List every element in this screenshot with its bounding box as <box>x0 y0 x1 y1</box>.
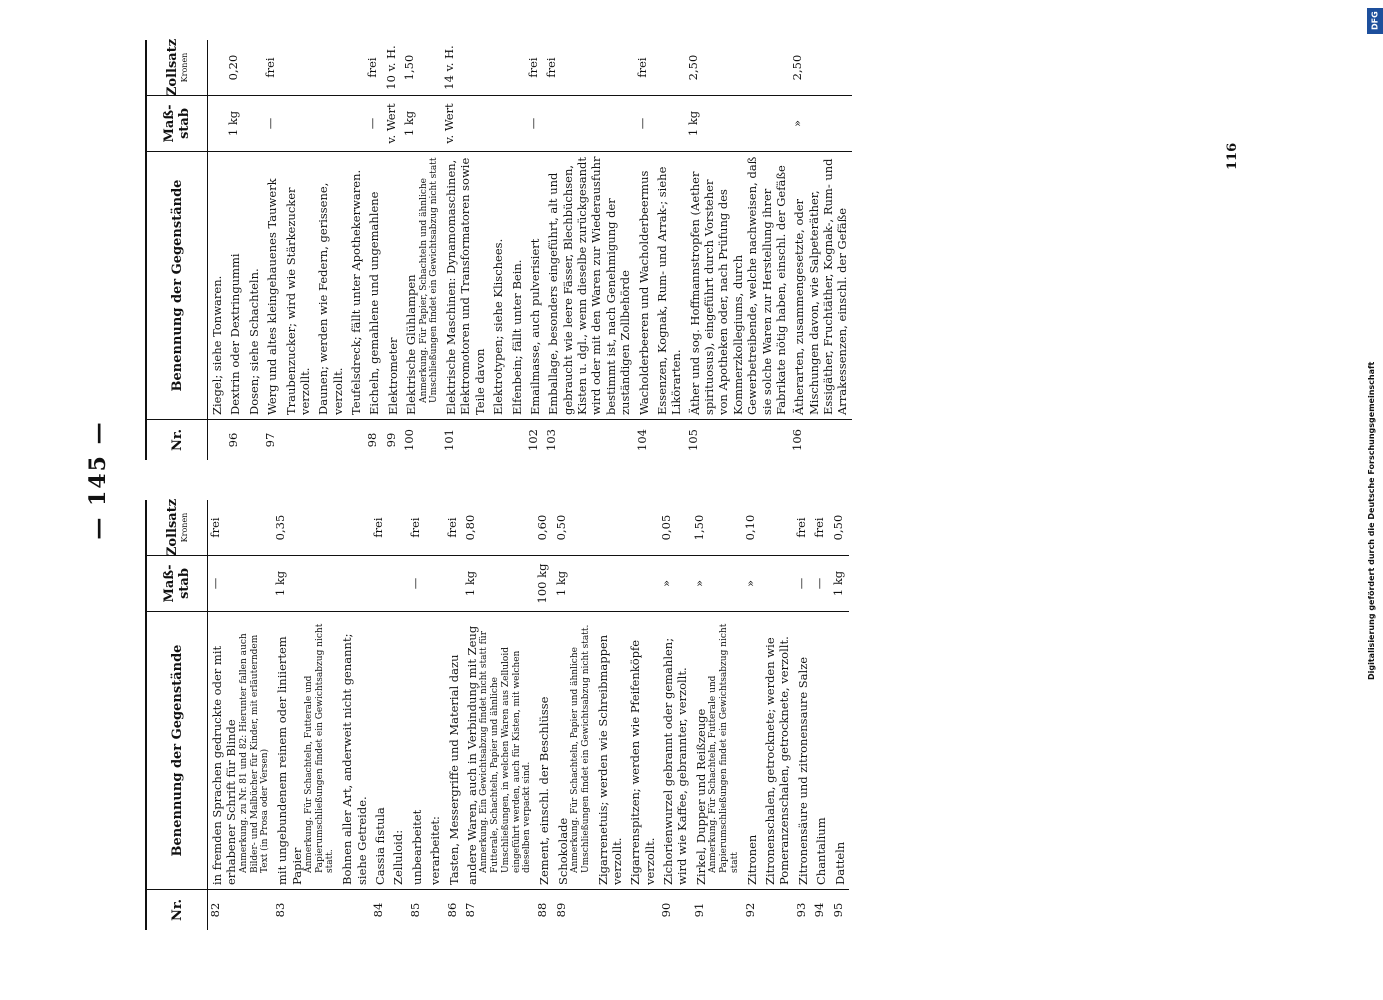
row-note: Anmerkung. zu Nr. 81 und 82: Hierunter fallen auch Bilder- und Malbücher für Kinder, mit erläuterndem Text (in Prosa oder Versen) <box>238 633 271 873</box>
table-row <box>761 500 794 930</box>
row-number: 95 <box>830 902 845 918</box>
header-zoll: Zollsatz Kronen <box>165 498 189 557</box>
header-name: Benennung der Gegenstände <box>147 611 207 889</box>
table-row <box>338 500 371 930</box>
row-name: Zement, einschl. der Beschlüsse <box>535 611 553 890</box>
row-number: 96 <box>226 432 241 448</box>
header-name: Benennung der Gegenstände <box>147 151 207 419</box>
table-row <box>508 40 526 460</box>
row-name: Schokolade Anmerkung. Für Schachteln, Papier und ähnliche Umschließungen findet ein Gewichtsabzug nicht statt. <box>554 611 594 890</box>
row-name: Elektrometer <box>384 151 402 420</box>
row-name: Emailmasse, auch pulverisiert <box>526 151 544 420</box>
row-name: Zirkel, Dupper und Reißzeuge Anmerkung. Für Schachteln, Futterale und Papierumschließungen findet ein Gewichtsabzug nicht statt <box>692 611 743 890</box>
row-zoll: 0,60 <box>535 514 550 541</box>
left-table-body <box>208 500 849 930</box>
row-number <box>208 420 226 460</box>
row-number: 92 <box>742 902 757 918</box>
table-row <box>408 500 426 930</box>
row-mass: » <box>743 555 761 611</box>
row-zoll: 2,50 <box>790 54 805 81</box>
row-zoll: 0,05 <box>659 514 674 541</box>
row-name: Daunen; werden wie Federn, gerissene, verzollt. <box>314 151 347 420</box>
row-zoll: 0,10 <box>742 514 757 541</box>
row-mass: — <box>408 555 426 611</box>
row-number <box>426 890 444 930</box>
row-mass: 1 kg <box>463 555 535 611</box>
row-note: Anmerkung. Für Schachteln, Futterale und Papierumschließungen findet ein Gewichtsabzug nicht statt <box>708 623 740 873</box>
row-number: 87 <box>462 902 477 918</box>
table-row <box>389 500 407 930</box>
row-zoll: 1,50 <box>402 54 417 81</box>
row-number <box>508 420 526 460</box>
table-row <box>226 40 244 460</box>
row-zoll: frei <box>793 517 808 538</box>
row-mass: 1 kg <box>554 555 594 611</box>
table-row <box>686 40 791 460</box>
page-number: — 145 — <box>85 420 111 540</box>
row-name: Chantalium <box>812 611 830 890</box>
left-table-header <box>145 500 208 930</box>
table-row <box>626 500 659 930</box>
table-row <box>659 500 692 930</box>
row-note: Anmerkung. Für Papier, Schachteln und ähnliche Umschließungen findet ein Gewichtsabzug nicht statt <box>418 157 440 403</box>
row-number <box>347 420 365 460</box>
row-mass: 1 kg <box>686 95 791 151</box>
row-name: Tasten, Messergriffe und Material dazu <box>445 611 463 890</box>
row-zoll <box>389 500 407 555</box>
row-mass <box>594 555 627 611</box>
row-name: Zitronen <box>743 611 761 890</box>
table-row <box>635 40 653 460</box>
row-zoll <box>508 40 526 95</box>
row-name: Datteln <box>831 611 849 890</box>
row-zoll <box>347 40 365 95</box>
row-mass <box>208 95 226 151</box>
row-mass <box>508 95 526 151</box>
row-mass: — <box>635 95 653 151</box>
row-name: in fremden Sprachen gedruckte oder mit erhabener Schrift für Blinde Anmerkung. zu Nr. 81 und 82: Hierunter fallen auch Bilder- und Malbücher für Kinder, mit erläuterndem Text (in Prosa oder Versen) <box>208 611 273 890</box>
table-row <box>692 500 743 930</box>
row-zoll: frei <box>812 517 827 538</box>
dfg-logo: DFG <box>1367 8 1383 34</box>
row-zoll: frei <box>263 57 278 78</box>
row-zoll <box>489 40 507 95</box>
table-row <box>426 500 444 930</box>
right-table <box>145 40 852 460</box>
row-zoll <box>338 500 371 555</box>
row-note: Anmerkung. Für Schachteln, Papier und ähnliche Umschließungen findet ein Gewichtsabzug nicht statt. <box>570 624 591 873</box>
table-row <box>314 40 347 460</box>
right-table-header <box>145 40 208 460</box>
row-number: 102 <box>525 429 540 451</box>
row-mass: — <box>812 555 830 611</box>
row-zoll: 0,80 <box>462 514 477 541</box>
left-table <box>145 500 849 930</box>
row-mass: 1 kg <box>402 95 442 151</box>
row-number: 89 <box>553 902 568 918</box>
row-name: Ziegel; siehe Tonwaren. <box>208 151 226 420</box>
row-number <box>389 890 407 930</box>
row-number: 99 <box>383 432 398 448</box>
row-zoll <box>653 40 686 95</box>
row-zoll <box>426 500 444 555</box>
row-mass: — <box>365 95 383 151</box>
row-number <box>338 890 371 930</box>
row-number: 101 <box>442 429 457 451</box>
row-name: Zitronensäure und zitronensaure Salze <box>794 611 812 890</box>
row-number: 83 <box>273 902 288 918</box>
row-mass <box>314 95 347 151</box>
row-zoll: frei <box>634 57 649 78</box>
row-zoll: 0,50 <box>553 514 568 541</box>
row-name: Teufelsdreck; fällt unter Apothekerwaren. <box>347 151 365 420</box>
row-name: mit ungebundenem reinem oder liniiertem Papier Anmerkung. Für Schachteln, Futterale und Papierumschließungen findet ein Gewichtsabzug nicht statt. <box>273 611 338 890</box>
row-number: 90 <box>659 902 674 918</box>
row-zoll <box>594 500 627 555</box>
table-row <box>442 40 489 460</box>
row-mass: 1 kg <box>273 555 338 611</box>
row-zoll: frei <box>407 517 422 538</box>
row-zoll: 14 v. H. <box>442 45 457 90</box>
row-mass: — <box>526 95 544 151</box>
table-row <box>384 40 402 460</box>
row-zoll: frei <box>371 517 386 538</box>
row-zoll: 0,50 <box>830 514 845 541</box>
row-name: Eicheln, gemahlene und ungemahlene <box>365 151 383 420</box>
row-number: 98 <box>365 432 380 448</box>
row-mass: 1 kg <box>226 95 244 151</box>
row-mass <box>338 555 371 611</box>
table-row <box>365 40 383 460</box>
row-name: Emballage, besonders eingeführt, alt und gebraucht wie leere Fässer, Blechbüchsen, Kisten u. dgl., wenn dieselbe zurückgesandt wird oder mit den Waren zur Wiederausfuhr bestimmt ist, nach Genehmigung der zuständigen Zollbehörde <box>544 151 634 420</box>
row-zoll <box>314 40 347 95</box>
row-zoll: frei <box>544 57 559 78</box>
row-name: Dextrin oder Dextringummi <box>226 151 244 420</box>
row-mass <box>653 95 686 151</box>
row-zoll: frei <box>444 517 459 538</box>
row-number: 103 <box>544 429 559 451</box>
table-row <box>463 500 535 930</box>
row-zoll <box>761 500 794 555</box>
row-mass <box>544 95 634 151</box>
row-name: unbearbeitet <box>408 611 426 890</box>
row-mass: 1 kg <box>831 555 849 611</box>
footer-mark: 116 <box>1225 142 1240 170</box>
row-number <box>314 420 347 460</box>
row-mass <box>626 555 659 611</box>
row-zoll: 10 v. H. <box>383 45 398 90</box>
table-row <box>245 40 263 460</box>
row-mass: » <box>790 95 852 151</box>
table-row <box>794 500 812 930</box>
row-number: 84 <box>371 902 386 918</box>
table-row <box>594 500 627 930</box>
row-mass <box>445 555 463 611</box>
row-name: Traubenzucker; wird wie Stärkezucker verzollt. <box>282 151 315 420</box>
row-mass: » <box>659 555 692 611</box>
row-zoll <box>626 500 659 555</box>
table-row <box>831 500 849 930</box>
row-mass <box>282 95 315 151</box>
row-name: Dosen; siehe Schachteln. <box>245 151 263 420</box>
row-name: Elektrische Glühlampen Anmerkung. Für Papier, Schachteln und ähnliche Umschließungen findet ein Gewichtsabzug nicht statt <box>402 151 442 420</box>
row-mass <box>389 555 407 611</box>
row-note: Anmerkung. Für Schachteln, Futterale und Papierumschließungen findet ein Gewichtsabzug nicht statt. <box>303 623 336 873</box>
row-number <box>626 890 659 930</box>
row-name: Wacholderbeeren und Wacholderbeermus <box>635 151 653 420</box>
row-number: 106 <box>790 429 805 451</box>
row-name: Zelluloid: <box>389 611 407 890</box>
row-mass: — <box>794 555 812 611</box>
row-name: Elfenbein; fällt unter Bein. <box>508 151 526 420</box>
table-row <box>371 500 389 930</box>
row-number: 86 <box>444 902 459 918</box>
row-mass <box>245 95 263 151</box>
table-row <box>402 40 442 460</box>
row-mass: — <box>263 95 281 151</box>
row-zoll: 0,35 <box>273 514 288 541</box>
row-name: andere Waren, auch in Verbindung mit Zeug Anmerkung. Ein Gewichtsabzug findet nicht statt für Futterale, Schachteln, Papier und ähnliche Umschließungen, in welchen Waren aus Zelluloid eingeführt werden, auch für Kisten, mit welchen dieselben verpackt sind. <box>463 611 535 890</box>
table-row <box>208 500 273 930</box>
row-mass <box>489 95 507 151</box>
table-row <box>790 40 852 460</box>
row-zoll <box>282 40 315 95</box>
row-note: Anmerkung. Ein Gewichtsabzug findet nicht statt für Futterale, Schachteln, Papier und ähnliche Umschließungen, in welchen Waren aus Zelluloid eingeführt werden, auch für Kisten, mit welchen dieselben verpackt sind. <box>479 630 533 873</box>
row-mass: 100 kg <box>535 555 553 611</box>
row-zoll: frei <box>365 57 380 78</box>
row-number: 93 <box>793 902 808 918</box>
row-number: 88 <box>535 902 550 918</box>
row-zoll <box>208 40 226 95</box>
row-number: 94 <box>812 902 827 918</box>
row-zoll: 1,50 <box>691 514 706 541</box>
table-row <box>489 40 507 460</box>
row-number: 91 <box>691 902 706 918</box>
table-row <box>273 500 338 930</box>
row-zoll: 0,20 <box>226 54 241 81</box>
table-row <box>347 40 365 460</box>
row-name: Bohnen aller Art, anderweit nicht genannt; siehe Getreide. <box>338 611 371 890</box>
row-name: verarbeitet: <box>426 611 444 890</box>
row-mass: » <box>692 555 743 611</box>
row-number <box>489 420 507 460</box>
row-number <box>245 420 263 460</box>
row-zoll: frei <box>525 57 540 78</box>
table-row <box>812 500 830 930</box>
row-mass: v. Wert <box>442 95 489 151</box>
header-nr: Nr. <box>147 419 207 460</box>
table-row <box>526 40 544 460</box>
row-zoll <box>245 40 263 95</box>
row-zoll: frei <box>208 517 222 538</box>
table-row <box>653 40 686 460</box>
header-mass: Maß-stab <box>147 95 207 151</box>
row-number <box>594 890 627 930</box>
row-name: Zigarrenetuis; werden wie Schreibmappen verzollt. <box>594 611 627 890</box>
row-mass: v. Wert <box>384 95 402 151</box>
row-number <box>653 420 686 460</box>
row-mass: — <box>208 555 273 611</box>
header-nr: Nr. <box>147 889 207 930</box>
row-number: 82 <box>208 902 222 918</box>
table-row <box>445 500 463 930</box>
header-mass: Maß-stab <box>147 555 207 611</box>
table-row <box>263 40 281 460</box>
row-number: 97 <box>263 432 278 448</box>
table-row <box>535 500 553 930</box>
header-zoll: Zollsatz Kronen <box>165 38 189 97</box>
row-number <box>282 420 315 460</box>
row-number: 104 <box>634 429 649 451</box>
row-mass <box>426 555 444 611</box>
right-table-body <box>208 40 852 460</box>
row-number: 85 <box>407 902 422 918</box>
row-mass <box>761 555 794 611</box>
table-row <box>282 40 315 460</box>
table-row <box>554 500 594 930</box>
row-name: Zitronenschalen, getrocknete; werden wie Pomeranzenschalen, getrocknete, verzollt. <box>761 611 794 890</box>
row-name: Zigarrenspitzen; werden wie Pfeifenköpfe verzollt. <box>626 611 659 890</box>
row-name: Essenzen, Kognak, Rum- und Arrak-; siehe Likörarten. <box>653 151 686 420</box>
row-name: Äther und sog. Hoffmannstropfen (Aether spirituosus), eingeführt durch Vorsteher von Apotheken oder, nach Prüfung des Kommerzkollegiums, durch Gewerbetreibende, welche nachweisen, daß sie solche Waren zur Herstellung ihrer Fabrikate nötig haben, einschl. der Gefäße <box>686 151 791 420</box>
row-zoll: 2,50 <box>685 54 700 81</box>
table-row <box>544 40 634 460</box>
row-number: 100 <box>402 429 417 451</box>
table-row <box>208 40 226 460</box>
row-number <box>761 890 794 930</box>
row-number: 105 <box>685 429 700 451</box>
row-mass <box>371 555 389 611</box>
digitization-credit: Digitalisierung gefördert durch die Deutsche Forschungsgemeinschaft <box>1367 361 1376 680</box>
row-name: Zichorienwurzel gebrannt oder gemahlen; wird wie Kaffee, gebrannter, verzollt. <box>659 611 692 890</box>
row-name: Elektrische Maschinen: Dynamomaschinen, Elektromotoren und Transformatoren sowie Teile davon <box>442 151 489 420</box>
row-mass <box>347 95 365 151</box>
row-name: Ätherarten, zusammengesetzte, oder Mischungen davon, wie Salpeteräther, Essigäther, Fruchtäther, Kognak-, Rum- und Arrakessenzen, einschl. der Gefäße <box>790 151 852 420</box>
table-row <box>743 500 761 930</box>
row-name: Cassia fistula <box>371 611 389 890</box>
row-name: Elektrotypen; siehe Klischees. <box>489 151 507 420</box>
row-name: Werg und altes kleingehauenes Tauwerk <box>263 151 281 420</box>
